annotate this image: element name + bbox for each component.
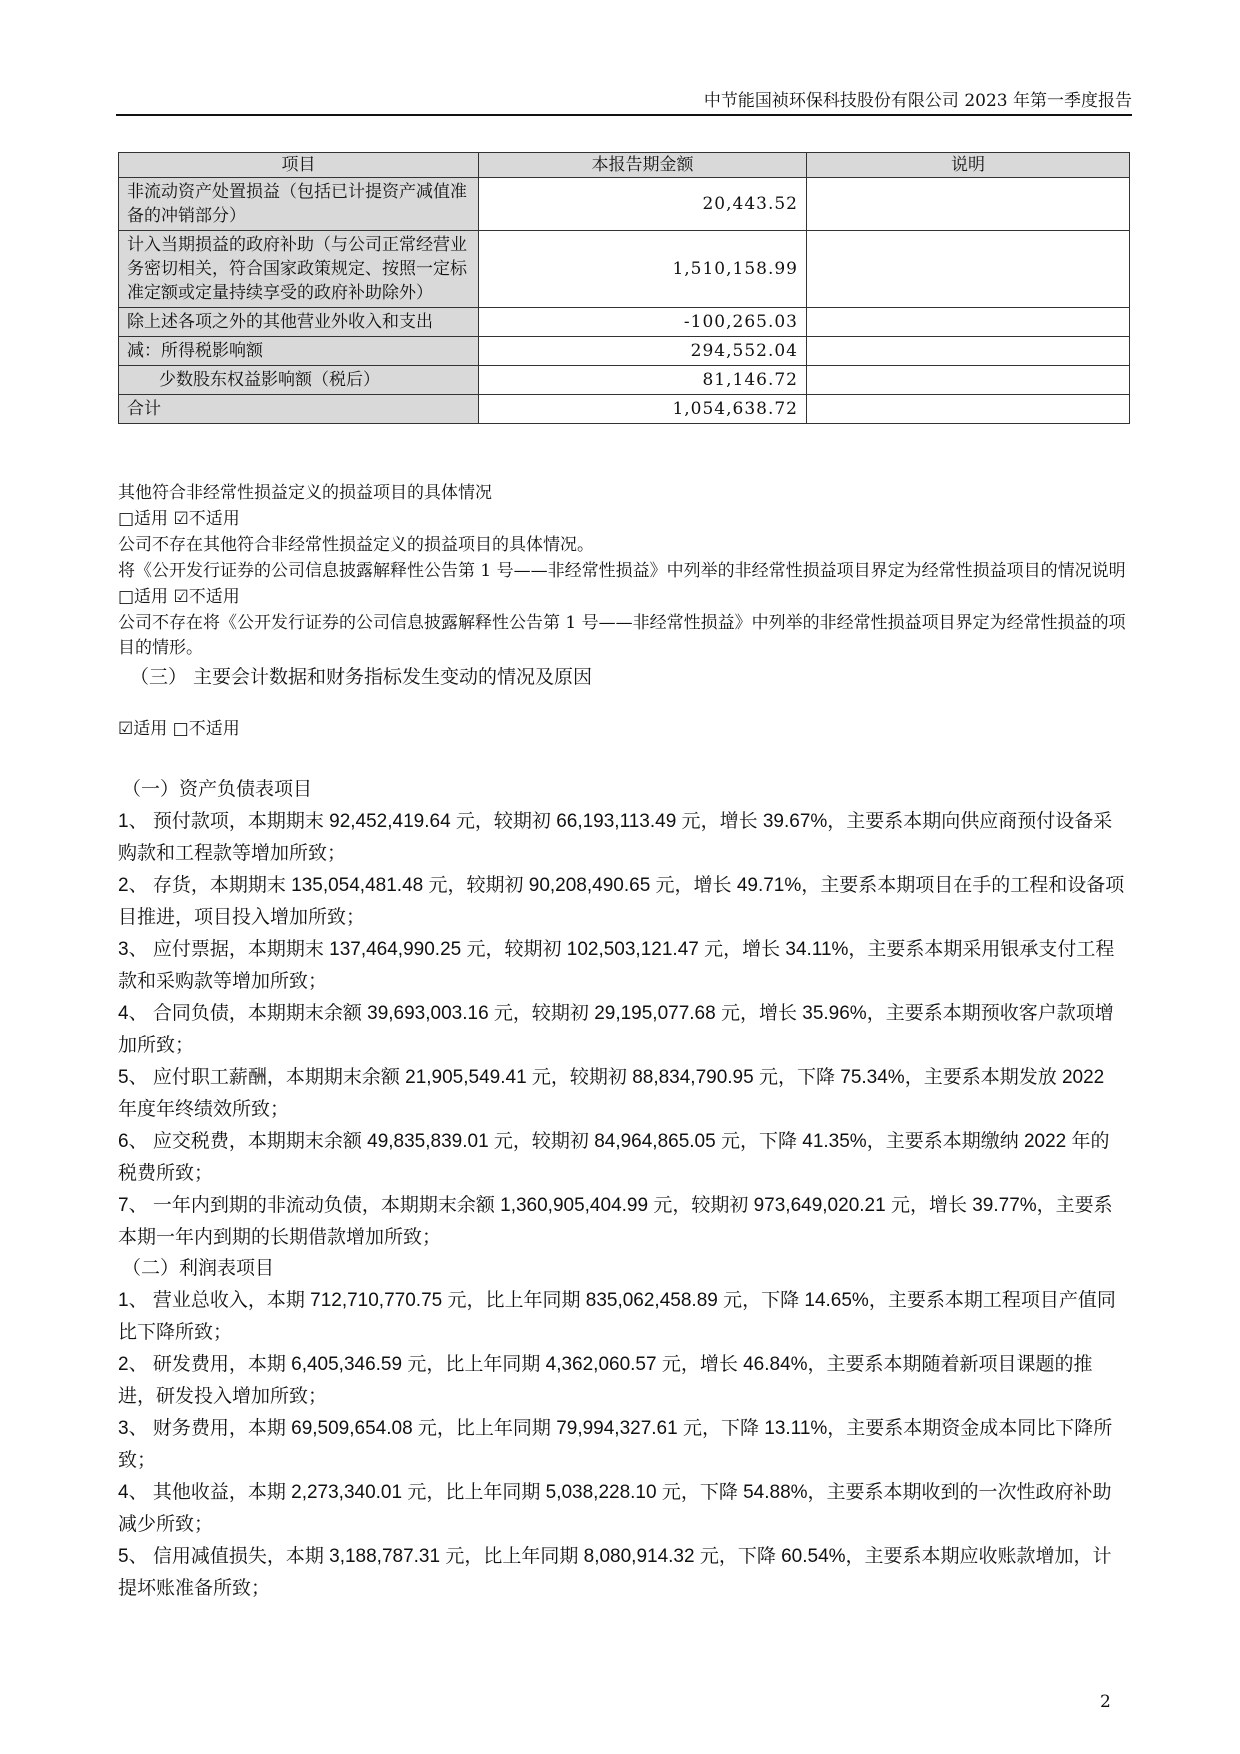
change-analysis [118,775,1128,1605]
notes-block [118,481,1128,742]
applicability-checkbox: □适用 ☑不适用 [118,587,240,607]
income-item: 2、 研发费用，本期 6,405,346.59 元，比上年同期 4,362,060.57 元，增长 46.84%，主要系本期随着新项目课题的推进，研发投入增加所致； [118,1354,1093,1407]
row-amount: 294,552.04 [479,337,807,366]
balance-item: 1、 预付款项，本期期末 92,452,419.64 元，较期初 66,193,113.49 元，增长 39.67%，主要系本期向供应商预付设备采购款和工程款等增加所致； [118,811,1113,864]
income-item: 1、 营业总收入，本期 712,710,770.75 元，比上年同期 835,062,458.89 元，下降 14.65%，主要系本期工程项目产值同比下降所致； [118,1290,1116,1343]
table-row [119,231,1130,308]
subsection-title-balance: （一）资产负债表项目 [122,778,313,800]
note-text: 公司不存在其他符合非经常性损益定义的损益项目的具体情况。 [118,535,594,555]
table-row [119,366,1130,395]
row-label: 计入当期损益的政府补助（与公司正常经营业务密切相关，符合国家政策规定、按照一定标准定额或定量持续享受的政府补助除外） [119,231,479,308]
applicability-checkbox: ☑适用 □不适用 [118,719,240,739]
applicability-checkbox: □适用 ☑不适用 [118,509,240,529]
balance-item: 7、 一年内到期的非流动负债，本期期末余额 1,360,905,404.99 元，较期初 973,649,020.21 元，增长 39.77%，主要系本期一年内到期的长期借款增加所致； [118,1195,1113,1248]
row-amount: 1,510,158.99 [479,231,807,308]
row-label: 合计 [119,395,479,424]
balance-item: 6、 应交税费，本期期末余额 49,835,839.01 元，较期初 84,964,865.05 元，下降 41.35%，主要系本期缴纳 2022 年的税费所致； [118,1131,1110,1184]
row-note [807,308,1130,337]
row-note [807,337,1130,366]
row-amount: -100,265.03 [479,308,807,337]
row-amount: 81,146.72 [479,366,807,395]
income-item: 4、 其他收益，本期 2,273,340.01 元，比上年同期 5,038,228.10 元，下降 54.88%，主要系本期收到的一次性政府补助减少所致； [118,1482,1112,1535]
table-row [119,337,1130,366]
page-number: 2 [1100,1692,1111,1712]
note-heading: 其他符合非经常性损益定义的损益项目的具体情况 [118,483,492,503]
row-label: 除上述各项之外的其他营业外收入和支出 [119,308,479,337]
header-rule [116,114,1132,116]
balance-item: 5、 应付职工薪酬，本期期末余额 21,905,549.41 元，较期初 88,834,790.95 元，下降 75.34%，主要系本期发放 2022 年度年终绩效所致； [118,1067,1105,1120]
col-header-item: 项目 [119,153,479,178]
subsection-title-income: （二）利润表项目 [122,1257,275,1279]
row-amount: 20,443.52 [479,178,807,231]
table-total-row [119,395,1130,424]
table-row [119,308,1130,337]
balance-item: 3、 应付票据，本期期末 137,464,990.25 元，较期初 102,503,121.47 元，增长 34.11%，主要系本期采用银承支付工程款和采购款等增加所致； [118,939,1115,992]
income-item: 5、 信用减值损失，本期 3,188,787.31 元，比上年同期 8,080,914.32 元，下降 60.54%，主要系本期应收账款增加，计提坏账准备所致； [118,1546,1112,1599]
note-heading: 将《公开发行证券的公司信息披露解释性公告第 1 号——非经常性损益》中列举的非经常性损益项目界定为经常性损益项目的情况说明 [118,561,1126,581]
balance-item: 4、 合同负债，本期期末余额 39,693,003.16 元，较期初 29,195,077.68 元，增长 35.96%，主要系本期预收客户款项增加所致； [118,1003,1114,1056]
row-label: 少数股东权益影响额（税后） [119,366,479,395]
income-item: 3、 财务费用，本期 69,509,654.08 元，比上年同期 79,994,327.61 元，下降 13.11%，主要系本期资金成本同比下降所致； [118,1418,1113,1471]
row-label: 减：所得税影响额 [119,337,479,366]
row-note [807,231,1130,308]
table-header-row [119,153,1130,178]
page-header-title: 中节能国祯环保科技股份有限公司 2023 年第一季度报告 [703,91,1132,111]
note-text: 公司不存在将《公开发行证券的公司信息披露解释性公告第 1 号——非经常性损益》中列举的非经常性损益项目界定为经常性损益的项目的情形。 [118,613,1126,658]
table-row [119,178,1130,231]
balance-item: 2、 存货，本期期末 135,054,481.48 元，较期初 90,208,490.65 元，增长 49.71%，主要系本期项目在手的工程和设备项目推进，项目投入增加所致； [118,875,1125,928]
non-recurring-table [118,152,1130,424]
row-note [807,395,1130,424]
row-note [807,366,1130,395]
col-header-note: 说明 [807,153,1130,178]
col-header-amount: 本报告期金额 [479,153,807,178]
row-label: 非流动资产处置损益（包括已计提资产减值准备的冲销部分） [119,178,479,231]
row-note [807,178,1130,231]
row-amount: 1,054,638.72 [479,395,807,424]
section-heading: （三） 主要会计数据和财务指标发生变动的情况及原因 [130,666,593,688]
